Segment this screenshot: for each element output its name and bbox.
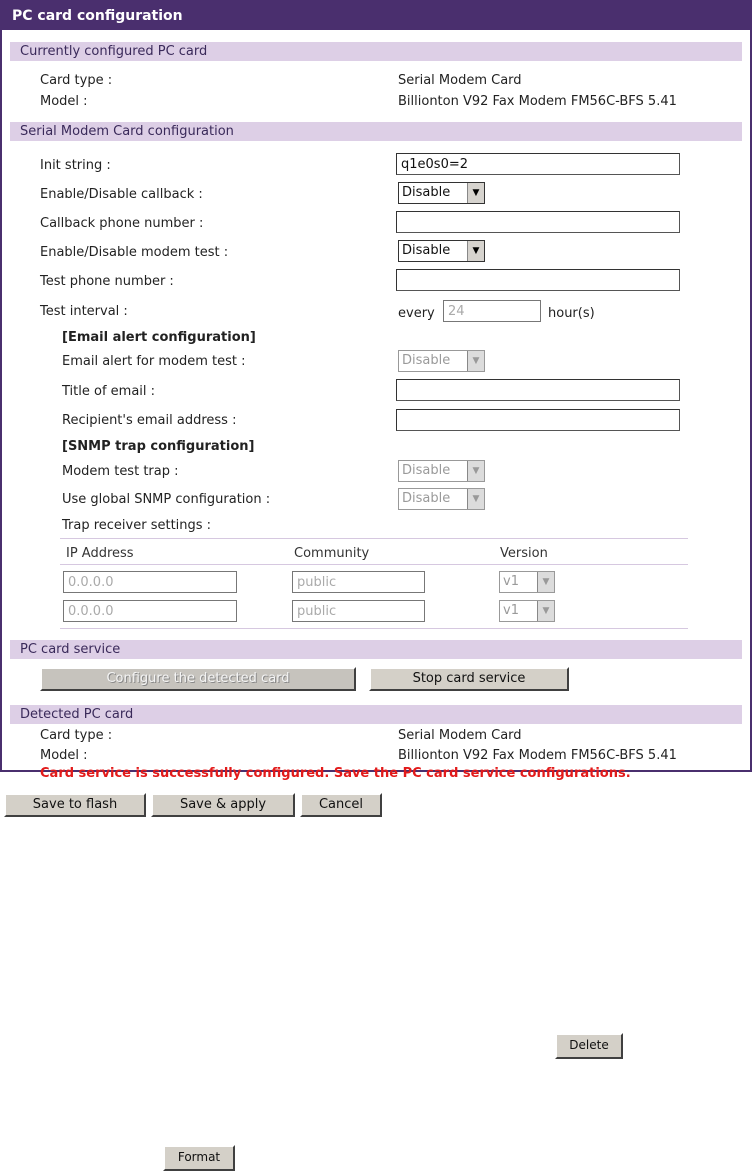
trap-receiver-label: Trap receiver settings : <box>62 518 212 533</box>
trap-ip-input-1[interactable] <box>63 571 237 593</box>
trap-version-value-1: v1 <box>503 574 519 589</box>
table-bottom-rule <box>60 628 688 629</box>
section-current-card: Currently configured PC card <box>10 42 742 61</box>
modem-trap-label: Modem test trap : <box>62 464 179 479</box>
detected-model-value: Billionton V92 Fax Modem FM56C-BFS 5.41 <box>398 748 677 763</box>
detected-card-type-value: Serial Modem Card <box>398 728 522 743</box>
trap-version-select-2[interactable] <box>499 600 555 622</box>
delete-button[interactable]: Delete <box>555 1033 623 1059</box>
detected-card-type-label: Card type : <box>40 728 113 743</box>
trap-community-input-1[interactable] <box>292 571 425 593</box>
chevron-down-icon: ▼ <box>467 183 484 203</box>
test-phone-label: Test phone number : <box>40 274 174 289</box>
recipient-input[interactable] <box>396 409 680 431</box>
test-phone-input[interactable] <box>396 269 680 291</box>
callback-phone-input[interactable] <box>396 211 680 233</box>
trap-version-value-2: v1 <box>503 603 519 618</box>
modem-test-select-value: Disable <box>402 243 451 258</box>
chevron-down-icon: ▼ <box>537 601 554 621</box>
test-interval-suffix: hour(s) <box>548 306 595 321</box>
snmp-trap-heading: [SNMP trap configuration] <box>62 439 255 454</box>
email-title-input[interactable] <box>396 379 680 401</box>
section-card-service: PC card service <box>10 640 742 659</box>
callback-label: Enable/Disable callback : <box>40 187 203 202</box>
save-apply-button[interactable]: Save & apply <box>151 793 295 817</box>
col-community: Community <box>294 546 370 561</box>
current-card-type-value: Serial Modem Card <box>398 73 522 88</box>
email-alert-select[interactable] <box>398 350 485 372</box>
recipient-label: Recipient's email address : <box>62 413 237 428</box>
configure-card-button[interactable]: Configure the detected card <box>40 667 356 691</box>
email-alert-select-value: Disable <box>402 353 451 368</box>
modem-test-select[interactable] <box>398 240 485 262</box>
chevron-down-icon: ▼ <box>467 241 484 261</box>
callback-select-value: Disable <box>402 185 451 200</box>
email-alert-heading: [Email alert configuration] <box>62 330 256 345</box>
current-card-type-label: Card type : <box>40 73 113 88</box>
section-modem-config: Serial Modem Card configuration <box>10 122 742 141</box>
test-interval-label: Test interval : <box>40 304 128 319</box>
status-message: Card service is successfully configured. Save the PC card service configurations. <box>40 766 631 781</box>
table-header-rule <box>60 564 688 565</box>
section-detected-card: Detected PC card <box>10 705 742 724</box>
chevron-down-icon: ▼ <box>467 489 484 509</box>
format-button[interactable]: Format <box>163 1145 235 1171</box>
trap-version-select-1[interactable] <box>499 571 555 593</box>
modem-test-label: Enable/Disable modem test : <box>40 245 229 260</box>
cancel-button[interactable]: Cancel <box>300 793 382 817</box>
chevron-down-icon: ▼ <box>467 351 484 371</box>
modem-trap-select-value: Disable <box>402 463 451 478</box>
test-interval-prefix: every <box>398 306 435 321</box>
init-string-input[interactable] <box>396 153 680 175</box>
current-model-label: Model : <box>40 94 88 109</box>
email-alert-label: Email alert for modem test : <box>62 354 246 369</box>
init-string-label: Init string : <box>40 158 111 173</box>
col-version: Version <box>500 546 548 561</box>
trap-ip-input-2[interactable] <box>63 600 237 622</box>
email-title-label: Title of email : <box>62 384 156 399</box>
chevron-down-icon: ▼ <box>467 461 484 481</box>
panel-title: PC card configuration <box>2 2 750 30</box>
chevron-down-icon: ▼ <box>537 572 554 592</box>
global-snmp-select-value: Disable <box>402 491 451 506</box>
col-ip-address: IP Address <box>66 546 134 561</box>
stop-card-service-button[interactable]: Stop card service <box>369 667 569 691</box>
callback-phone-label: Callback phone number : <box>40 216 204 231</box>
current-model-value: Billionton V92 Fax Modem FM56C-BFS 5.41 <box>398 94 677 109</box>
global-snmp-label: Use global SNMP configuration : <box>62 492 271 507</box>
global-snmp-select[interactable] <box>398 488 485 510</box>
callback-select[interactable] <box>398 182 485 204</box>
modem-trap-select[interactable] <box>398 460 485 482</box>
test-interval-input[interactable] <box>443 300 541 322</box>
table-top-rule <box>60 538 688 539</box>
detected-model-label: Model : <box>40 748 88 763</box>
save-to-flash-button[interactable]: Save to flash <box>4 793 146 817</box>
trap-community-input-2[interactable] <box>292 600 425 622</box>
